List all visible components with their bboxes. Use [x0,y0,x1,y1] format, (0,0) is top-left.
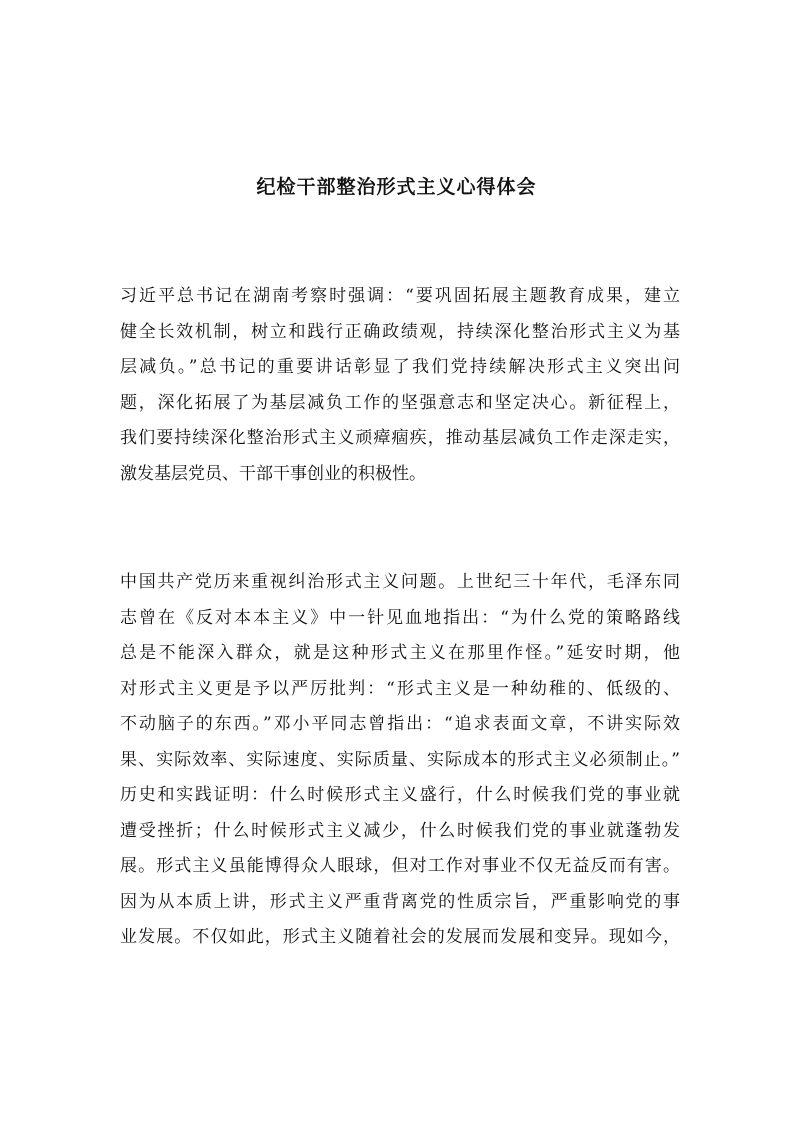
text-line: 层减负。”总书记的重要讲话彰显了我们党持续解决形式主义突出问 [120,357,680,377]
text-line: 健全长效机制，树立和践行正确政绩观，持续深化整治形式主义为基 [120,321,680,342]
text-line: 不动脑子的东西。”邓小平同志曾指出：“追求表面文章，不讲实际效 [120,714,680,734]
text-line: 历史和实践证明：什么时候形式主义盛行，什么时候我们党的事业就 [120,785,680,805]
text-line: 激发基层党员、干部干事创业的积极性。 [120,463,426,484]
text-line: 遭受挫折；什么时候形式主义减少，什么时候我们党的事业就蓬勃发 [120,820,680,841]
text-line: 题，深化拓展了为基层减负工作的坚强意志和坚定决心。新征程上， [120,392,680,413]
text-line: 对形式主义更是予以严厉批判：“形式主义是一种幼稚的、低级的、 [120,678,680,699]
text-line: 果、实际效率、实际速度、实际质量、实际成本的形式主义必须制止。” [120,749,680,770]
document-title: 纪检干部整治形式主义心得体会 [256,176,537,198]
text-line: 因为从本质上讲，形式主义严重背离党的性质宗旨，严重影响党的事 [120,891,680,912]
text-line: 中国共产党历来重视纠治形式主义问题。上世纪三十年代，毛泽东同 [120,572,680,592]
text-line: 志曾在《反对本本主义》中一针见血地指出：“为什么党的策略路线 [120,607,680,628]
paragraph-2 [120,565,680,956]
text-line: 展。形式主义虽能博得众人眼球，但对工作对事业不仅无益反而有害。 [120,856,680,876]
text-line: 习近平总书记在湖南考察时强调：“要巩固拓展主题教育成果，建立 [120,286,680,306]
text-line: 业发展。不仅如此，形式主义随着社会的发展而发展和变异。现如今， [120,927,680,947]
text-line: 总是不能深入群众，就是这种形式主义在那里作怪。”延安时期，他 [120,643,680,663]
paragraph-1 [120,279,680,492]
text-line: 我们要持续深化整治形式主义顽瘴痼疾，推动基层减负工作走深走实， [120,428,680,448]
